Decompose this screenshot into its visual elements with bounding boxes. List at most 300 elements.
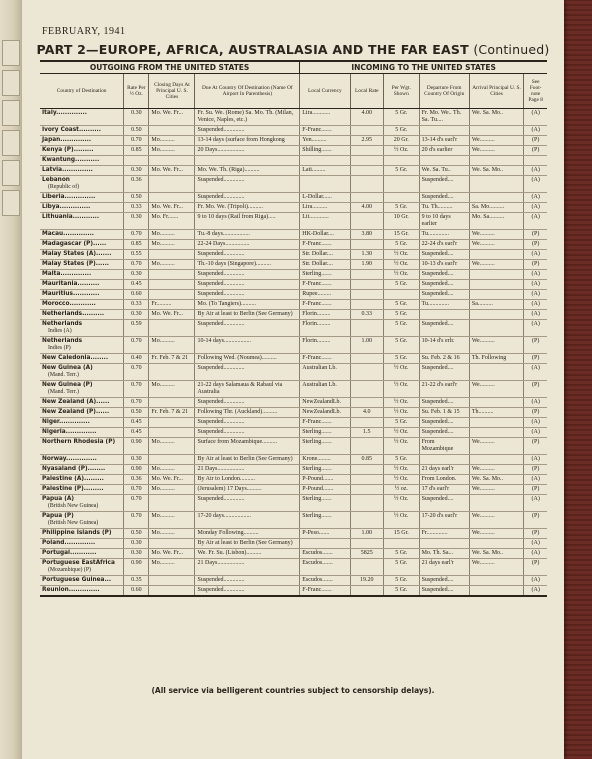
currency-cell: Florin......... bbox=[300, 337, 350, 354]
country-name: Libya.............. bbox=[42, 204, 91, 210]
due-cell: 22-24 Days................ bbox=[195, 240, 300, 250]
wgt-cell: 5 Gr. bbox=[384, 109, 420, 126]
currency-cell: Florin......... bbox=[300, 320, 350, 337]
rate-cell: 0.70 bbox=[124, 398, 149, 408]
country-name: Portugal............ bbox=[42, 550, 97, 556]
arr-cell bbox=[469, 270, 523, 280]
due-cell: Following Thr. (Auckland).......... bbox=[195, 408, 300, 418]
closing-cell: Mo. We. Fr... bbox=[149, 203, 195, 213]
arr-cell: We.......... bbox=[469, 512, 523, 529]
due-cell: We. Fr. Su. (Lisbon).......... bbox=[195, 549, 300, 559]
closing-cell bbox=[149, 586, 195, 597]
currency-cell: Rupee......... bbox=[300, 290, 350, 300]
rate-cell: 0.85 bbox=[124, 146, 149, 156]
country-name: Nyasaland (P)........ bbox=[42, 466, 106, 472]
wgt-cell: ½ Oz. bbox=[384, 381, 420, 398]
fn-cell bbox=[524, 156, 547, 166]
fn-cell: (A) bbox=[524, 428, 547, 438]
closing-cell bbox=[149, 398, 195, 408]
dep-cell: Fr. Mo. We.. Th. Sa. Tu.... bbox=[419, 109, 469, 126]
closing-cell bbox=[149, 455, 195, 465]
due-cell: 9 to 10 days (Rail from Riga)..... bbox=[195, 213, 300, 230]
binder-tab bbox=[2, 100, 20, 126]
country-subtitle: (Mand. Terr.) bbox=[48, 372, 79, 378]
country-name: Malta.............. bbox=[42, 271, 92, 277]
table-row bbox=[40, 280, 547, 290]
due-cell: Mo. (To Tangiers).......... bbox=[195, 300, 300, 310]
lrate-cell bbox=[350, 398, 384, 408]
lrate-cell bbox=[350, 270, 384, 280]
country-name: Papua (P) bbox=[42, 513, 74, 519]
lrate-cell bbox=[350, 495, 384, 512]
arr-cell: Th. Following bbox=[469, 354, 523, 364]
arr-cell: We.......... bbox=[469, 529, 523, 539]
dep-cell: 9 to 10 days earlier bbox=[419, 213, 469, 230]
column-header: Departure From Country Of Origin bbox=[419, 74, 469, 109]
due-cell: Suspended.............. bbox=[195, 364, 300, 381]
table-row bbox=[40, 586, 547, 597]
dep-cell: Su. Feb. 2 & 16 bbox=[419, 354, 469, 364]
country-cell bbox=[40, 193, 124, 203]
due-cell: Suspended.............. bbox=[195, 576, 300, 586]
lrate-cell bbox=[350, 559, 384, 576]
rate-cell: 0.45 bbox=[124, 418, 149, 428]
arr-cell: We. Sa. Mo.. bbox=[469, 166, 523, 176]
country-name: Netherlands bbox=[42, 338, 83, 344]
country-name: Mauritius............ bbox=[42, 291, 100, 297]
fn-cell: (A) bbox=[524, 250, 547, 260]
wgt-cell: ½ Oz. bbox=[384, 465, 420, 475]
currency-cell: P-Peso....... bbox=[300, 529, 350, 539]
due-cell: Suspended.............. bbox=[195, 418, 300, 428]
wgt-cell: 5 Gr. bbox=[384, 240, 420, 250]
country-subtitle: Indies (P) bbox=[48, 345, 71, 351]
due-cell: Suspended.............. bbox=[195, 586, 300, 597]
country-name: New Caledonia........ bbox=[42, 355, 109, 361]
closing-cell bbox=[149, 428, 195, 438]
rate-cell: 0.40 bbox=[124, 354, 149, 364]
country-cell bbox=[40, 176, 124, 193]
currency-cell: F-Franc....... bbox=[300, 418, 350, 428]
section-outgoing: OUTGOING FROM THE UNITED STATES bbox=[40, 61, 300, 74]
table-row bbox=[40, 428, 547, 438]
arr-cell bbox=[469, 126, 523, 136]
table-row bbox=[40, 475, 547, 485]
country-cell bbox=[40, 418, 124, 428]
column-header: Country of Destination bbox=[40, 74, 124, 109]
wgt-cell: 5 Gr. bbox=[384, 549, 420, 559]
table-row bbox=[40, 549, 547, 559]
currency-cell: F-Franc....... bbox=[300, 240, 350, 250]
dep-cell: Suspended.... bbox=[419, 250, 469, 260]
fn-cell: (A) bbox=[524, 126, 547, 136]
currency-cell bbox=[300, 539, 350, 549]
wgt-cell: ½ Oz. bbox=[384, 250, 420, 260]
rate-cell: 0.50 bbox=[124, 126, 149, 136]
country-cell bbox=[40, 559, 124, 576]
lrate-cell bbox=[350, 381, 384, 398]
closing-cell: Mo.......... bbox=[149, 529, 195, 539]
closing-cell: Fr.......... bbox=[149, 300, 195, 310]
table-row bbox=[40, 364, 547, 381]
closing-cell bbox=[149, 576, 195, 586]
wgt-cell: 5 Gr. bbox=[384, 418, 420, 428]
closing-cell: Mo.......... bbox=[149, 230, 195, 240]
table-row bbox=[40, 250, 547, 260]
dep-cell: 13-14 d's earl'r bbox=[419, 136, 469, 146]
arr-cell bbox=[469, 176, 523, 193]
due-cell bbox=[195, 156, 300, 166]
country-cell bbox=[40, 576, 124, 586]
lrate-cell: 19.20 bbox=[350, 576, 384, 586]
country-subtitle: (Mand. Terr.) bbox=[48, 389, 79, 395]
closing-cell: Mo. Fr....... bbox=[149, 213, 195, 230]
country-name: New Zealand (A)...... bbox=[42, 399, 110, 405]
country-cell bbox=[40, 529, 124, 539]
closing-cell: Mo.......... bbox=[149, 512, 195, 529]
country-subtitle: (British New Guinea) bbox=[48, 520, 99, 526]
fn-cell: (A) bbox=[524, 539, 547, 549]
arr-cell: We.......... bbox=[469, 240, 523, 250]
country-cell bbox=[40, 146, 124, 156]
currency-cell: Australian Lb. bbox=[300, 381, 350, 398]
column-header: Per Wgt. Shown bbox=[384, 74, 420, 109]
arr-cell: We.......... bbox=[469, 485, 523, 495]
dep-cell bbox=[419, 126, 469, 136]
due-cell: 21 Days.................. bbox=[195, 559, 300, 576]
country-cell bbox=[40, 320, 124, 337]
country-name: Netherlands bbox=[42, 321, 83, 327]
closing-cell bbox=[149, 193, 195, 203]
country-name: Malay States (P)...... bbox=[42, 261, 109, 267]
arr-cell bbox=[469, 418, 523, 428]
currency-cell: Str. Dollar.... bbox=[300, 250, 350, 260]
country-cell bbox=[40, 586, 124, 597]
rate-cell: 0.55 bbox=[124, 250, 149, 260]
wgt-cell: ½ Oz. bbox=[384, 270, 420, 280]
due-cell: Suspended.............. bbox=[195, 250, 300, 260]
country-name: Mauritania.......... bbox=[42, 281, 100, 287]
column-header: See Foot-note Page 8 bbox=[524, 74, 547, 109]
closing-cell bbox=[149, 539, 195, 549]
rate-cell: 0.45 bbox=[124, 428, 149, 438]
arr-cell bbox=[469, 250, 523, 260]
lrate-cell bbox=[350, 156, 384, 166]
dep-cell: Suspended.... bbox=[419, 270, 469, 280]
book-cover-edge bbox=[564, 0, 592, 759]
fn-cell: (P) bbox=[524, 529, 547, 539]
due-cell: 21-22 days Salamaua & Rabaul via Australia bbox=[195, 381, 300, 398]
due-cell: (Jerusalem) 17 Days.......... bbox=[195, 485, 300, 495]
dep-cell: Suspended.... bbox=[419, 176, 469, 193]
country-cell bbox=[40, 428, 124, 438]
column-header: Rate Per ½ Oz. bbox=[124, 74, 149, 109]
table-row bbox=[40, 240, 547, 250]
dep-cell: 21 days earl'r bbox=[419, 559, 469, 576]
rate-cell: 0.70 bbox=[124, 364, 149, 381]
document-page bbox=[22, 0, 564, 759]
currency-cell: F-Franc....... bbox=[300, 280, 350, 290]
table-row bbox=[40, 485, 547, 495]
fn-cell: (A) bbox=[524, 193, 547, 203]
country-cell bbox=[40, 549, 124, 559]
dep-cell: 21 days earl'r bbox=[419, 465, 469, 475]
country-name: Palestine (A)......... bbox=[42, 476, 104, 482]
currency-cell: Sterling....... bbox=[300, 270, 350, 280]
closing-cell: Mo.......... bbox=[149, 559, 195, 576]
country-name: Poland.............. bbox=[42, 540, 96, 546]
table-row bbox=[40, 156, 547, 166]
rates-table-wrap bbox=[40, 60, 547, 597]
due-cell: 13-14 days (surface from Hongkong bbox=[195, 136, 300, 146]
country-name: Ivory Coast.......... bbox=[42, 127, 101, 133]
wgt-cell: ½ Oz. bbox=[384, 438, 420, 455]
closing-cell bbox=[149, 270, 195, 280]
closing-cell: Mo.......... bbox=[149, 465, 195, 475]
table-row bbox=[40, 260, 547, 270]
country-name: New Guinea (A) bbox=[42, 365, 93, 371]
wgt-cell: 5 Gr. bbox=[384, 576, 420, 586]
rate-cell: 0.90 bbox=[124, 438, 149, 455]
country-name: New Zealand (P)...... bbox=[42, 409, 110, 415]
due-cell: 20 Days.................. bbox=[195, 146, 300, 156]
currency-cell: Australian Lb. bbox=[300, 364, 350, 381]
closing-cell: Mo.......... bbox=[149, 381, 195, 398]
dep-cell: Tu.............. bbox=[419, 300, 469, 310]
due-cell: Suspended.............. bbox=[195, 126, 300, 136]
due-cell: Fr. Su. We. (Rome) Sa. Mo. Th. (Milan, Venice, Naples, etc.) bbox=[195, 109, 300, 126]
table-row bbox=[40, 109, 547, 126]
country-cell bbox=[40, 203, 124, 213]
rate-cell: 0.30 bbox=[124, 549, 149, 559]
fn-cell: (P) bbox=[524, 485, 547, 495]
country-name: Portuguese EastAfrica bbox=[42, 560, 115, 566]
arr-cell: We.......... bbox=[469, 438, 523, 455]
country-cell bbox=[40, 240, 124, 250]
rate-cell: 0.50 bbox=[124, 529, 149, 539]
rate-cell: 0.70 bbox=[124, 260, 149, 270]
wgt-cell bbox=[384, 539, 420, 549]
arr-cell: We.......... bbox=[469, 136, 523, 146]
due-cell: Suspended.............. bbox=[195, 270, 300, 280]
arr-cell bbox=[469, 495, 523, 512]
closing-cell: Mo.......... bbox=[149, 337, 195, 354]
dep-cell: Tu. Th.......... bbox=[419, 203, 469, 213]
censorship-note: (All service via belligerent countries subject to censorship delays). bbox=[151, 686, 435, 695]
country-name: Netherlands.......... bbox=[42, 311, 105, 317]
wgt-cell: ½ Oz. bbox=[384, 146, 420, 156]
rate-cell: 0.70 bbox=[124, 136, 149, 146]
fn-cell: (P) bbox=[524, 240, 547, 250]
wgt-cell: 20 Gr. bbox=[384, 136, 420, 146]
dep-cell: Suspended.... bbox=[419, 586, 469, 597]
country-cell bbox=[40, 310, 124, 320]
lrate-cell bbox=[350, 176, 384, 193]
fn-cell: (A) bbox=[524, 290, 547, 300]
due-cell: Suspended.............. bbox=[195, 176, 300, 193]
fn-cell: (A) bbox=[524, 475, 547, 485]
fn-cell: (A) bbox=[524, 300, 547, 310]
rate-cell: 0.30 bbox=[124, 310, 149, 320]
wgt-cell: ½ Oz. bbox=[384, 475, 420, 485]
closing-cell bbox=[149, 364, 195, 381]
lrate-cell bbox=[350, 213, 384, 230]
lrate-cell: 0.33 bbox=[350, 310, 384, 320]
closing-cell: Mo.......... bbox=[149, 136, 195, 146]
lrate-cell bbox=[350, 438, 384, 455]
currency-cell: Lira.......... bbox=[300, 203, 350, 213]
rate-cell: 0.90 bbox=[124, 559, 149, 576]
rate-cell: 0.30 bbox=[124, 539, 149, 549]
country-cell bbox=[40, 260, 124, 270]
lrate-cell: 5825 bbox=[350, 549, 384, 559]
closing-cell bbox=[149, 250, 195, 260]
due-cell: By Air to London.......... bbox=[195, 475, 300, 485]
country-name: Kenya (P)......... bbox=[42, 147, 94, 153]
dep-cell: We. Sa. Tu.. bbox=[419, 166, 469, 176]
wgt-cell bbox=[384, 290, 420, 300]
dep-cell: Suspended.... bbox=[419, 576, 469, 586]
currency-cell: Yen.......... bbox=[300, 136, 350, 146]
country-name: Northern Rhodesia (P) bbox=[42, 439, 116, 445]
country-cell bbox=[40, 250, 124, 260]
closing-cell bbox=[149, 176, 195, 193]
rate-cell: 0.30 bbox=[124, 213, 149, 230]
dep-cell: 17-20 d's earl'r bbox=[419, 512, 469, 529]
due-cell: Fr. Mo. We. (Tripoli).......... bbox=[195, 203, 300, 213]
due-cell: By Air at least to Berlin (See Germany) bbox=[195, 310, 300, 320]
country-name: Niger.............. bbox=[42, 419, 90, 425]
country-name: Portuguese Guinea... bbox=[42, 577, 112, 583]
country-cell bbox=[40, 364, 124, 381]
wgt-cell: 5 Gr. bbox=[384, 455, 420, 465]
title-continued: (Continued) bbox=[473, 42, 550, 57]
table-row bbox=[40, 146, 547, 156]
rate-cell: 0.70 bbox=[124, 512, 149, 529]
due-cell: Following Wed. (Noumea).......... bbox=[195, 354, 300, 364]
currency-cell bbox=[300, 156, 350, 166]
lrate-cell: 2.95 bbox=[350, 136, 384, 146]
due-cell: Surface from Mozambique.......... bbox=[195, 438, 300, 455]
table-row bbox=[40, 495, 547, 512]
country-name: Latvia.............. bbox=[42, 167, 93, 173]
lrate-cell bbox=[350, 364, 384, 381]
dep-cell: 10-14 d's erlr. bbox=[419, 337, 469, 354]
column-header: Due At Country Of Destination (Name Of Airport In Parenthesis) bbox=[195, 74, 300, 109]
country-cell bbox=[40, 300, 124, 310]
dep-cell: Suspended.... bbox=[419, 280, 469, 290]
currency-cell: Krone......... bbox=[300, 455, 350, 465]
wgt-cell: ½ Oz. bbox=[384, 398, 420, 408]
fn-cell: (A) bbox=[524, 280, 547, 290]
fn-cell: (P) bbox=[524, 260, 547, 270]
country-cell bbox=[40, 290, 124, 300]
wgt-cell: 5 Gr. bbox=[384, 586, 420, 597]
wgt-cell: 5 Gr. bbox=[384, 126, 420, 136]
dep-cell: Suspended.... bbox=[419, 428, 469, 438]
lrate-cell bbox=[350, 146, 384, 156]
rate-cell: 0.35 bbox=[124, 576, 149, 586]
closing-cell: Mo.......... bbox=[149, 240, 195, 250]
fn-cell: (P) bbox=[524, 438, 547, 455]
country-cell bbox=[40, 485, 124, 495]
rate-cell: 0.50 bbox=[124, 408, 149, 418]
arr-cell bbox=[469, 290, 523, 300]
country-name: Morocco............ bbox=[42, 301, 96, 307]
rate-cell: 0.30 bbox=[124, 270, 149, 280]
lrate-cell bbox=[350, 465, 384, 475]
arr-cell bbox=[469, 576, 523, 586]
dep-cell: 22-24 d's earl'r bbox=[419, 240, 469, 250]
fn-cell: (A) bbox=[524, 213, 547, 230]
lrate-cell bbox=[350, 485, 384, 495]
currency-cell: Shilling....... bbox=[300, 146, 350, 156]
wgt-cell: 5 Gr. bbox=[384, 166, 420, 176]
fn-cell: (A) bbox=[524, 320, 547, 337]
binder-tab bbox=[2, 70, 20, 96]
lrate-cell bbox=[350, 240, 384, 250]
table-row bbox=[40, 381, 547, 398]
country-name: Norway.............. bbox=[42, 456, 97, 462]
arr-cell: We.......... bbox=[469, 260, 523, 270]
closing-cell: Mo.......... bbox=[149, 485, 195, 495]
binder-tab bbox=[2, 130, 20, 156]
arr-cell bbox=[469, 310, 523, 320]
dep-cell: From London. bbox=[419, 475, 469, 485]
arr-cell: Mo. Sa.......... bbox=[469, 213, 523, 230]
closing-cell bbox=[149, 495, 195, 512]
country-name: Malay States (A)....... bbox=[42, 251, 112, 257]
country-name: Japan.............. bbox=[42, 137, 92, 143]
rate-cell: 0.30 bbox=[124, 455, 149, 465]
closing-cell: Mo.......... bbox=[149, 146, 195, 156]
table-row bbox=[40, 529, 547, 539]
lrate-cell: 1.00 bbox=[350, 529, 384, 539]
due-cell: Suspended.............. bbox=[195, 280, 300, 290]
rate-cell: 0.60 bbox=[124, 586, 149, 597]
rate-cell: 0.60 bbox=[124, 290, 149, 300]
lrate-cell bbox=[350, 320, 384, 337]
country-cell bbox=[40, 166, 124, 176]
lrate-cell bbox=[350, 166, 384, 176]
country-cell bbox=[40, 337, 124, 354]
country-cell bbox=[40, 270, 124, 280]
arr-cell: We. Sa. Mo.. bbox=[469, 109, 523, 126]
rate-cell: 0.33 bbox=[124, 203, 149, 213]
table-row bbox=[40, 320, 547, 337]
closing-cell bbox=[149, 290, 195, 300]
country-cell bbox=[40, 213, 124, 230]
lrate-cell bbox=[350, 354, 384, 364]
rate-cell: 0.30 bbox=[124, 166, 149, 176]
column-header-row bbox=[40, 74, 547, 109]
fn-cell: (A) bbox=[524, 418, 547, 428]
binder-tab bbox=[2, 40, 20, 66]
country-subtitle: (British New Guinea) bbox=[48, 503, 99, 509]
currency-cell: P-Pound....... bbox=[300, 485, 350, 495]
section-header-row bbox=[40, 61, 547, 74]
fn-cell: (A) bbox=[524, 310, 547, 320]
binder-tab bbox=[2, 160, 20, 186]
arr-cell bbox=[469, 428, 523, 438]
fn-cell: (A) bbox=[524, 495, 547, 512]
lrate-cell: 1.90 bbox=[350, 260, 384, 270]
arr-cell bbox=[469, 455, 523, 465]
rate-cell: 0.33 bbox=[124, 300, 149, 310]
closing-cell bbox=[149, 280, 195, 290]
dep-cell: Su. Feb. 1 & 15 bbox=[419, 408, 469, 418]
wgt-cell: 10 Gr. bbox=[384, 213, 420, 230]
